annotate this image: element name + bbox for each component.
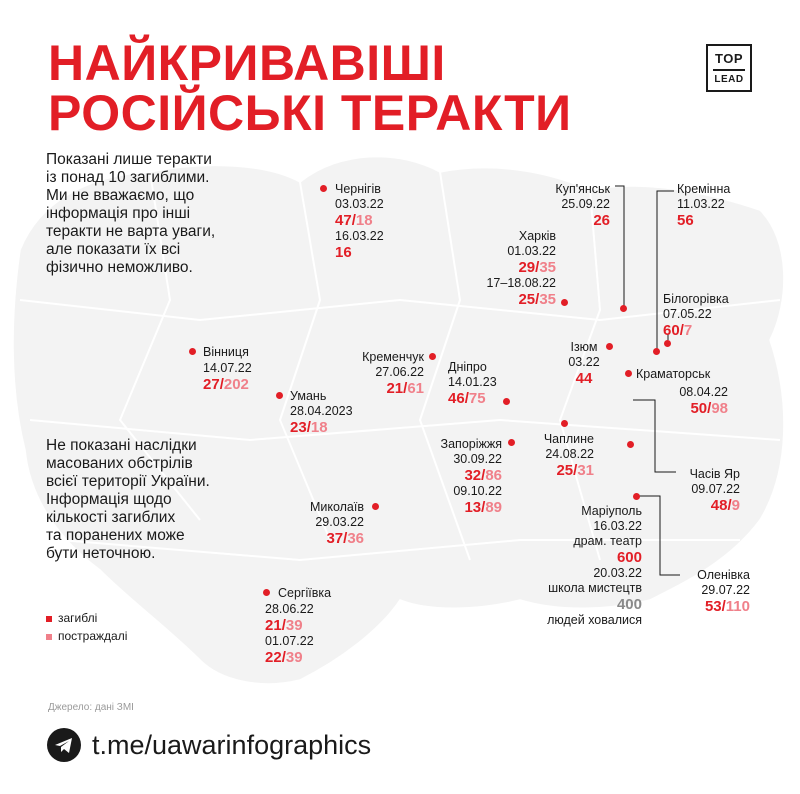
casualties: 21/39 [265, 617, 303, 634]
attack-place: школа мистецтв [548, 581, 642, 595]
attack-date: 03.03.22 [335, 197, 384, 211]
chapline-marker [561, 420, 568, 427]
killed-count: 21 [386, 380, 404, 397]
zaporizhzhia-marker [508, 439, 515, 446]
casualties: 27/202 [203, 376, 249, 393]
killed-count: 16 [335, 244, 352, 261]
mykolaiv-marker [372, 503, 379, 510]
killed-count: 26 [593, 212, 610, 229]
city-name: Білогорівка [663, 292, 729, 306]
city-name: Умань [290, 389, 327, 403]
casualties: 13/89 [464, 499, 502, 516]
killed-count: 23 [290, 419, 307, 436]
city-chapline [544, 432, 594, 479]
casualties: 37/36 [326, 530, 364, 547]
note-top-line: Ми не вважаємо, що [46, 187, 195, 204]
city-kharkiv [486, 229, 556, 308]
note-bottom-line: бути неточною. [46, 545, 156, 562]
olenivka-leader [638, 496, 680, 575]
casualties [555, 212, 610, 229]
wounded-count: 98 [711, 400, 728, 417]
city-name: Сергіївка [278, 586, 332, 600]
city-name: Чернігів [335, 182, 381, 196]
attack-date: 07.05.22 [663, 307, 712, 321]
attack-date: 11.03.22 [677, 197, 725, 211]
kreminna-marker [653, 348, 660, 355]
killed-count: 13 [464, 499, 482, 516]
casualties: 25/35 [518, 291, 556, 308]
killed-count: 53 [704, 598, 722, 615]
casualties: 50/98 [690, 400, 728, 417]
city-name: Кременчук [362, 350, 424, 364]
wounded-count: 35 [539, 259, 556, 276]
bilohorivka-marker [664, 340, 671, 347]
casualties: 60/7 [663, 322, 693, 339]
legend [46, 609, 127, 645]
sheltering-count [547, 596, 642, 613]
attack-date: 16.03.22 [335, 229, 384, 243]
wounded-swatch [46, 634, 52, 640]
city-kupiansk [555, 182, 610, 229]
attack-date: 20.03.22 [593, 566, 642, 580]
city-name: Кремінна [677, 182, 731, 196]
dnipro-marker [503, 398, 510, 405]
city-chernihiv [335, 182, 384, 261]
logo-top-text: TOP [715, 51, 743, 66]
title-line-2: РОСІЙСЬКІ ТЕРАКТИ [48, 85, 572, 141]
attack-date: 24.08.22 [545, 447, 594, 461]
killed-count: 29 [518, 259, 536, 276]
killed-swatch [46, 616, 52, 622]
casualties: 32/86 [464, 467, 502, 484]
attack-date: 08.04.22 [679, 385, 728, 399]
wounded-count: 18 [310, 419, 328, 436]
attack-date: 30.09.22 [453, 452, 502, 466]
killed-count: 60 [663, 322, 680, 339]
wounded-count: 36 [347, 530, 364, 547]
killed-count: 56 [677, 212, 694, 229]
city-name: Вінниця [203, 345, 249, 359]
legend-wounded [46, 627, 127, 645]
killed-count: 21 [265, 617, 282, 634]
city-bilohorivka [663, 292, 729, 339]
attack-date: 16.03.22 [593, 519, 642, 533]
city-name: Дніпро [448, 360, 487, 374]
attack-date: 14.07.22 [203, 361, 252, 375]
note-bottom-line: всієї території України. [46, 473, 210, 490]
serhiivka-marker [263, 589, 270, 596]
city-olenivka [697, 568, 750, 615]
city-kremenchuk [362, 350, 424, 397]
casualties: 29/35 [518, 259, 556, 276]
wounded-count: 39 [285, 649, 303, 666]
casualties: 25/31 [556, 462, 594, 479]
wounded-count: 61 [407, 380, 424, 397]
mariupol-marker [633, 493, 640, 500]
wounded-count: 31 [577, 462, 594, 479]
city-name: Краматорськ [636, 367, 711, 381]
source-note: Джерело: дані ЗМІ [48, 702, 134, 713]
attack-date: 14.01.23 [448, 375, 497, 389]
city-izium [560, 340, 608, 387]
sheltering-note: людей ховалися [547, 613, 642, 627]
wounded-count: 18 [355, 212, 373, 229]
city-name: Запоріжжя [440, 437, 502, 451]
attack-date: 09.07.22 [691, 482, 740, 496]
city-kreminna [677, 182, 730, 229]
kupiansk-leader [615, 186, 624, 308]
city-mykolaiv [310, 500, 364, 547]
city-zaporizhzhia [441, 437, 502, 516]
attack-date: 28.04.2023 [290, 404, 353, 418]
chasiv-yar-leader [633, 400, 676, 472]
attack-date: 03.22 [568, 355, 600, 369]
city-name: Миколаїв [309, 500, 364, 514]
chasiv-yar-marker [627, 441, 634, 448]
note-top-line: інформація про інші [46, 205, 191, 222]
killed-count: 37 [326, 530, 344, 547]
kramatorsk-marker [625, 370, 632, 377]
sheltering-number: 400 [616, 596, 642, 613]
city-name: Часів Яр [689, 467, 740, 481]
wounded-count: 86 [485, 467, 502, 484]
killed-count: 22 [265, 649, 282, 666]
uman-marker [276, 392, 283, 399]
wounded-count: 75 [468, 390, 486, 407]
casualties: 48/9 [710, 497, 740, 514]
chernihiv-marker [320, 185, 327, 192]
killed-count: 25 [556, 462, 574, 479]
logo-bottom-text: LEAD [714, 74, 744, 85]
wounded-count: 110 [725, 598, 750, 615]
attack-date: 17–18.08.22 [486, 276, 556, 290]
casualties: 21/61 [386, 380, 424, 397]
note-top-line: Показані лише теракти [46, 151, 212, 168]
city-vinnytsia-details [203, 361, 252, 393]
killed-count: 25 [518, 291, 536, 308]
kremenchuk-marker [429, 353, 436, 360]
legend-wounded-label: постраждалі [58, 629, 128, 643]
note-bottom-line: кількості загиблих [46, 509, 176, 526]
wounded-count: 7 [683, 322, 693, 339]
note-top-line: із понад 10 загиблими. [46, 169, 210, 186]
killed-count: 47 [335, 212, 352, 229]
note-bottom-line: Інформація щодо [46, 491, 172, 508]
kharkiv-marker [561, 299, 568, 306]
casualties: 46/75 [448, 390, 486, 407]
casualties: 53/110 [704, 598, 750, 615]
killed-count: 27 [203, 376, 220, 393]
legend-killed [46, 609, 127, 627]
city-serhiivka [278, 586, 331, 601]
city-name: Куп'янськ [555, 182, 610, 196]
city-chasiv-yar [690, 467, 740, 514]
city-kramatorsk [636, 367, 710, 382]
note-bottom-line: масованих обстрілів [46, 455, 193, 472]
attack-date: 29.03.22 [315, 515, 364, 529]
attack-date: 09.10.22 [453, 484, 502, 498]
telegram-icon[interactable] [47, 728, 81, 762]
killed-count: 48 [710, 497, 728, 514]
casualties [560, 370, 608, 387]
city-dnipro [448, 360, 497, 407]
casualties [547, 549, 642, 566]
city-uman [290, 389, 353, 436]
city-kramatorsk-details [679, 385, 728, 417]
wounded-count: 39 [285, 617, 303, 634]
vinnytsia-marker [189, 348, 196, 355]
wounded-count: 35 [539, 291, 556, 308]
killed-count: 50 [690, 400, 708, 417]
attack-place: драм. театр [573, 534, 642, 548]
killed-count: 600 [616, 549, 642, 566]
city-name: Чаплине [543, 432, 594, 446]
note-bottom-line: та поранених може [46, 527, 185, 544]
city-name: Маріуполь [581, 504, 642, 518]
attack-date: 01.07.22 [265, 634, 314, 648]
casualties: 22/39 [265, 649, 303, 666]
attack-date: 29.07.22 [701, 583, 750, 597]
attack-date: 01.03.22 [507, 244, 556, 258]
note-top-line: але показати їх всі [46, 241, 181, 258]
legend-killed-label: загиблі [58, 611, 98, 625]
note-top-line: теракти не варта уваги, [46, 223, 216, 240]
city-serhiivka-details [265, 602, 314, 666]
city-mariupol [547, 504, 642, 628]
attack-date: 28.06.22 [265, 602, 314, 616]
city-vinnytsia [203, 345, 249, 360]
wounded-count: 89 [485, 499, 502, 516]
city-name: Оленівка [697, 568, 750, 582]
kupiansk-marker [620, 305, 627, 312]
note-bottom-line: Не показані наслідки [46, 437, 197, 454]
city-name: Харків [518, 229, 556, 243]
wounded-count: 202 [223, 376, 249, 393]
telegram-link[interactable]: t.me/uawarinfographics [92, 730, 372, 760]
killed-count: 46 [448, 390, 465, 407]
casualties: 23/18 [290, 419, 328, 436]
killed-count: 32 [464, 467, 482, 484]
attack-date: 27.06.22 [375, 365, 424, 379]
city-name: Ізюм [570, 340, 598, 354]
attack-date: 25.09.22 [561, 197, 610, 211]
casualties: 47/18 [335, 212, 373, 229]
casualties [335, 244, 384, 261]
note-top-line: фізично неможливо. [46, 259, 193, 276]
casualties [677, 212, 730, 229]
killed-count: 44 [575, 370, 593, 387]
wounded-count: 9 [731, 497, 740, 514]
title-line-1: НАЙКРИВАВІШІ [48, 35, 446, 91]
